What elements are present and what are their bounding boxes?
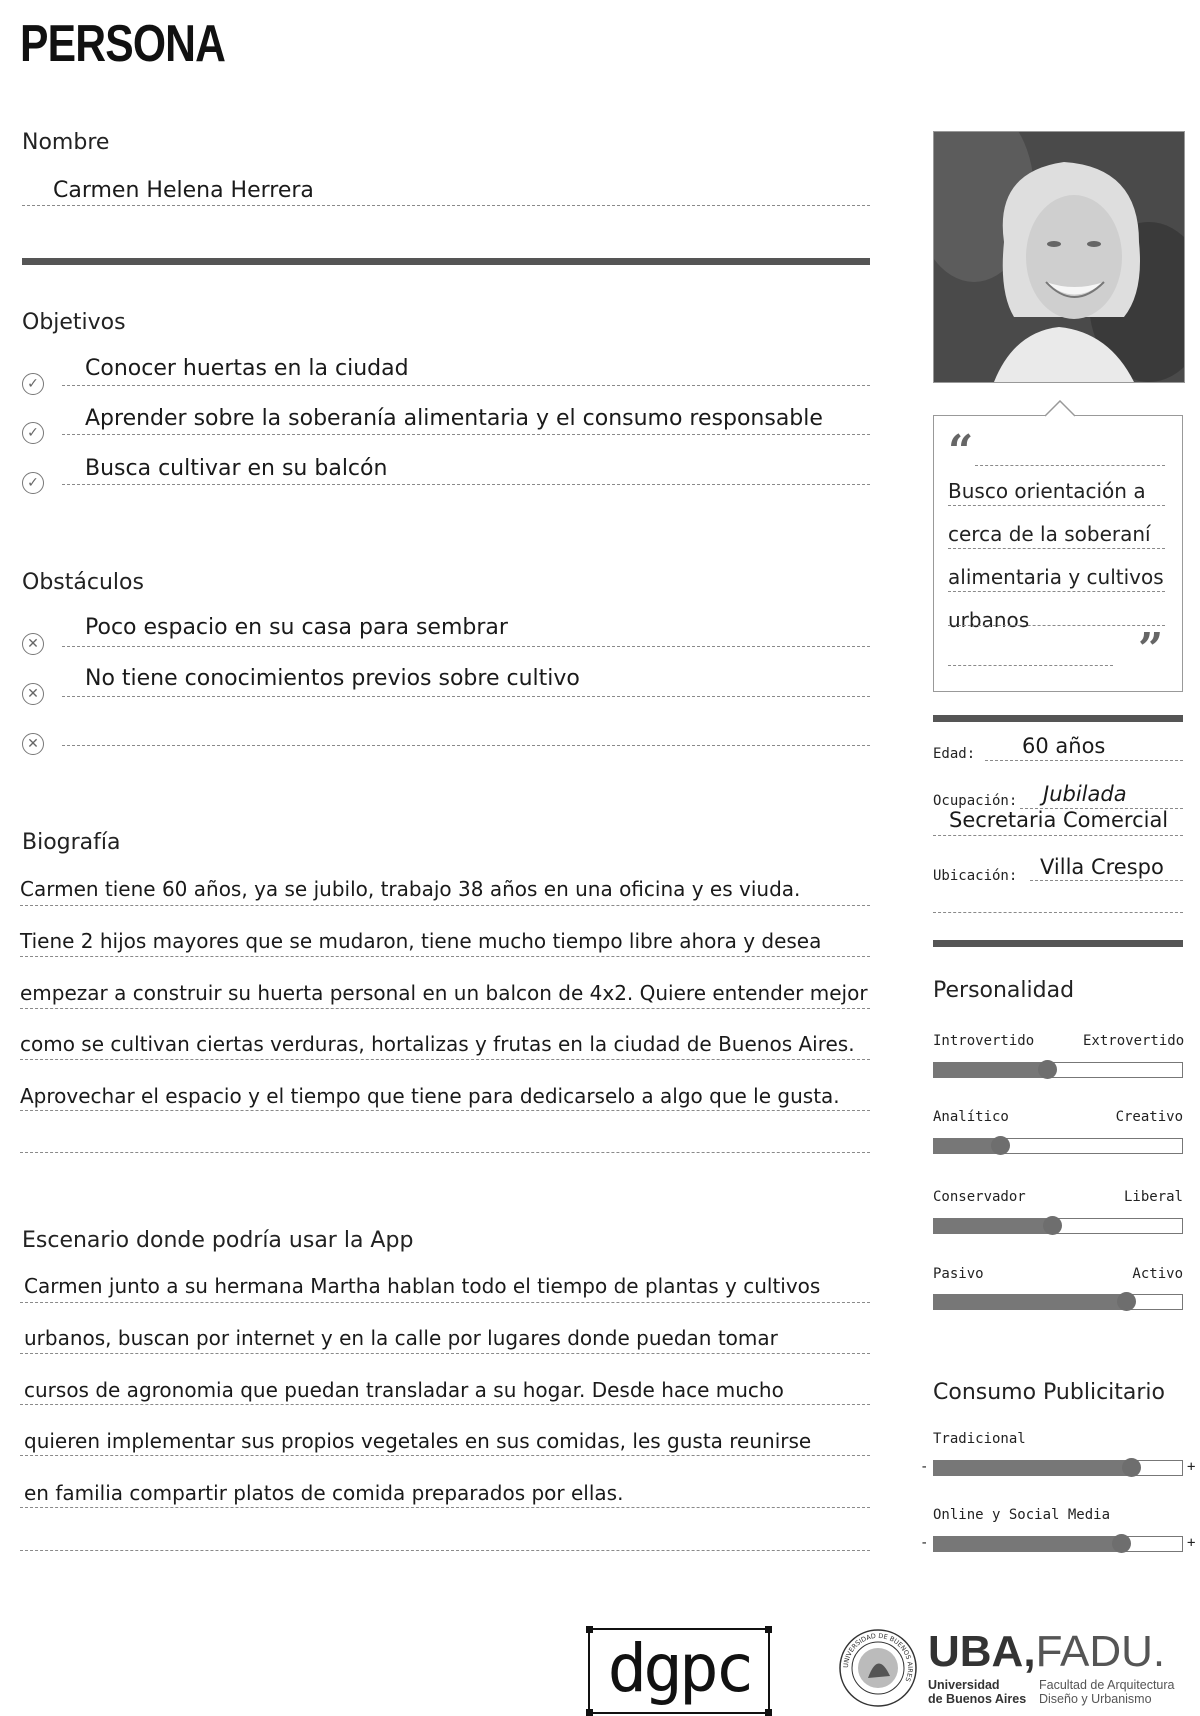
dgpc-corner	[765, 1709, 772, 1716]
quote-dash	[975, 465, 1165, 466]
slider-fill	[934, 1461, 1132, 1475]
obstaculo-dash	[62, 696, 870, 697]
fadu-text: FADU.	[1035, 1627, 1166, 1676]
dgpc-logo	[588, 1628, 770, 1714]
quote-pointer	[1045, 400, 1075, 417]
slider-right-label: Creativo	[1115, 1109, 1183, 1125]
quote-line: urbanos	[948, 608, 1030, 632]
quote-dash	[948, 548, 1165, 549]
nombre-value: Carmen Helena Herrera	[53, 178, 314, 203]
objetivo-item: Conocer huertas en la ciudad	[85, 356, 409, 381]
slider-fill	[934, 1295, 1127, 1309]
slider-left-label: Pasivo	[933, 1266, 984, 1282]
page-title: PERSONA	[20, 15, 226, 73]
dgpc-corner	[586, 1626, 593, 1633]
section-divider	[933, 715, 1183, 722]
slider-left-label: Analítico	[933, 1109, 1009, 1125]
slider-fill	[934, 1063, 1048, 1077]
objetivo-dash	[62, 385, 870, 386]
nombre-label: Nombre	[22, 130, 110, 155]
edad-value: 60 años	[1022, 734, 1106, 758]
bio-dash	[20, 1059, 870, 1060]
ubicacion-value: Villa Crespo	[1040, 855, 1164, 879]
nombre-dash	[22, 205, 870, 206]
slider-knob[interactable]	[1038, 1060, 1057, 1079]
ocupacion-label: Ocupación:	[933, 793, 1018, 809]
escenario-dash	[20, 1507, 870, 1508]
escenario-line: Carmen junto a su hermana Martha hablan todo el tiempo de plantas y cultivos	[24, 1274, 821, 1298]
slider-fill	[934, 1219, 1053, 1233]
slider-right-label: Extrovertido	[1083, 1033, 1185, 1049]
section-divider	[22, 258, 870, 265]
x-circle-icon: ✕	[22, 683, 44, 705]
escenario-dash	[20, 1455, 870, 1456]
quote-line: cerca de la soberaní	[948, 522, 1151, 546]
slider-introvertido-extrovertido[interactable]	[933, 1062, 1183, 1078]
fadu-caption	[1039, 1678, 1175, 1706]
section-divider	[933, 940, 1183, 947]
escenario-line: quieren implementar sus propios vegetales en sus comidas, les gusta reunirse	[24, 1429, 812, 1453]
obstaculo-item: Poco espacio en su casa para sembrar	[85, 615, 508, 640]
slider-right-label: Liberal	[1123, 1189, 1183, 1205]
quote-dash	[948, 505, 1165, 506]
slider-knob[interactable]	[1122, 1458, 1141, 1477]
uba-seal-logo	[838, 1628, 918, 1708]
escenario-line: cursos de agronomia que puedan transladar a su hogar. Desde hace mucho	[24, 1378, 784, 1402]
x-circle-icon: ✕	[22, 733, 44, 755]
objetivo-dash	[62, 434, 870, 435]
dgpc-corner	[765, 1626, 772, 1633]
objetivos-label: Objetivos	[22, 310, 126, 335]
quote-line: alimentaria y cultivos	[948, 565, 1164, 589]
consumo-label: Consumo Publicitario	[933, 1380, 1165, 1405]
consumo-slider-label: Online y Social Media	[933, 1507, 1111, 1523]
slider-online-social[interactable]	[933, 1536, 1183, 1552]
dgpc-corner	[586, 1709, 593, 1716]
slider-pasivo-activo[interactable]	[933, 1294, 1183, 1310]
ocupacion-dash	[933, 835, 1183, 836]
minus-icon: -	[920, 1459, 929, 1475]
open-quote-icon: “	[948, 426, 974, 477]
bio-line: Tiene 2 hijos mayores que se mudaron, tiene mucho tiempo libre ahora y desea	[20, 929, 822, 953]
slider-right-label: Activo	[1132, 1266, 1183, 1282]
uba-caption-line: de Buenos Aires	[928, 1692, 1027, 1706]
escenario-line: en familia compartir platos de comida preparados por ellas.	[24, 1481, 624, 1505]
slider-knob[interactable]	[1043, 1216, 1062, 1235]
bio-line: como se cultivan ciertas verduras, hortalizas y frutas en la ciudad de Buenos Aires.	[20, 1032, 855, 1056]
personalidad-label: Personalidad	[933, 978, 1075, 1003]
check-icon: ✓	[22, 373, 44, 395]
ubicacion-dash	[1030, 880, 1183, 881]
slider-analitico-creativo[interactable]	[933, 1138, 1183, 1154]
quote-line: Busco orientación a	[948, 479, 1146, 503]
obstaculo-item: No tiene conocimientos previos sobre cultivo	[85, 666, 580, 691]
svg-text:UNIVERSIDAD DE BUENOS AIRES: UNIVERSIDAD DE BUENOS AIRES	[841, 1631, 915, 1683]
persona-photo-illustration	[934, 132, 1184, 382]
bio-dash	[20, 956, 870, 957]
slider-left-label: Conservador	[933, 1189, 1026, 1205]
escenario-label: Escenario donde podría usar la App	[22, 1228, 414, 1253]
minus-icon: -	[920, 1535, 929, 1551]
ocupacion-value: Jubilada	[1043, 782, 1127, 806]
bio-line: Aprovechar el espacio y el tiempo que tiene para dedicarselo a algo que le gusta.	[20, 1084, 840, 1108]
uba-fadu-logo	[928, 1627, 1166, 1676]
slider-knob[interactable]	[1112, 1534, 1131, 1553]
quote-dash	[948, 625, 1165, 626]
plus-icon: +	[1187, 1459, 1196, 1475]
bio-line: Carmen tiene 60 años, ya se jubilo, trabajo 38 años en una oficina y es viuda.	[20, 877, 801, 901]
escenario-dash	[20, 1302, 870, 1303]
edad-label: Edad:	[933, 746, 976, 762]
bio-dash	[20, 905, 870, 906]
quote-dash	[948, 591, 1165, 592]
bio-dash	[20, 1152, 870, 1153]
escenario-line: urbanos, buscan por internet y en la calle por lugares donde puedan tomar	[24, 1326, 778, 1350]
escenario-dash	[20, 1550, 870, 1551]
plus-icon: +	[1187, 1535, 1196, 1551]
fadu-caption-line: Diseño y Urbanismo	[1039, 1692, 1152, 1706]
objetivo-dash	[62, 484, 870, 485]
objetivo-item: Busca cultivar en su balcón	[85, 456, 388, 481]
consumo-slider-label: Tradicional	[933, 1431, 1026, 1447]
uba-caption-line: Universidad	[928, 1678, 1000, 1692]
close-quote-icon: ”	[1138, 624, 1164, 675]
bio-dash	[20, 1110, 870, 1111]
slider-knob[interactable]	[991, 1136, 1010, 1155]
escenario-dash	[20, 1404, 870, 1405]
uba-caption	[928, 1678, 1026, 1706]
dgpc-text: dgpc	[607, 1630, 751, 1707]
objetivo-item: Aprender sobre la soberanía alimentaria y el consumo responsable	[85, 406, 823, 431]
ocupacion-value-2: Secretaria Comercial	[949, 808, 1169, 832]
check-icon: ✓	[22, 472, 44, 494]
uba-text: UBA,	[928, 1627, 1036, 1676]
biografia-label: Biografía	[22, 830, 121, 855]
slider-fill	[934, 1537, 1122, 1551]
bio-dash	[20, 1008, 870, 1009]
x-circle-icon: ✕	[22, 633, 44, 655]
check-icon: ✓	[22, 422, 44, 444]
slider-left-label: Introvertido	[933, 1033, 1035, 1049]
obstaculo-dash	[62, 745, 870, 746]
fadu-caption-line: Facultad de Arquitectura	[1039, 1678, 1175, 1692]
escenario-dash	[20, 1353, 870, 1354]
ubicacion-dash	[933, 912, 1183, 913]
bio-line: empezar a construir su huerta personal en un balcon de 4x2. Quiere entender mejor	[20, 981, 868, 1005]
slider-tradicional[interactable]	[933, 1460, 1183, 1476]
slider-conservador-liberal[interactable]	[933, 1218, 1183, 1234]
obstaculo-dash	[62, 646, 870, 647]
slider-knob[interactable]	[1117, 1292, 1136, 1311]
obstaculos-label: Obstáculos	[22, 570, 144, 595]
ubicacion-label: Ubicación:	[933, 868, 1018, 884]
persona-photo	[933, 131, 1185, 383]
quote-dash	[948, 665, 1113, 666]
edad-dash	[985, 760, 1183, 761]
